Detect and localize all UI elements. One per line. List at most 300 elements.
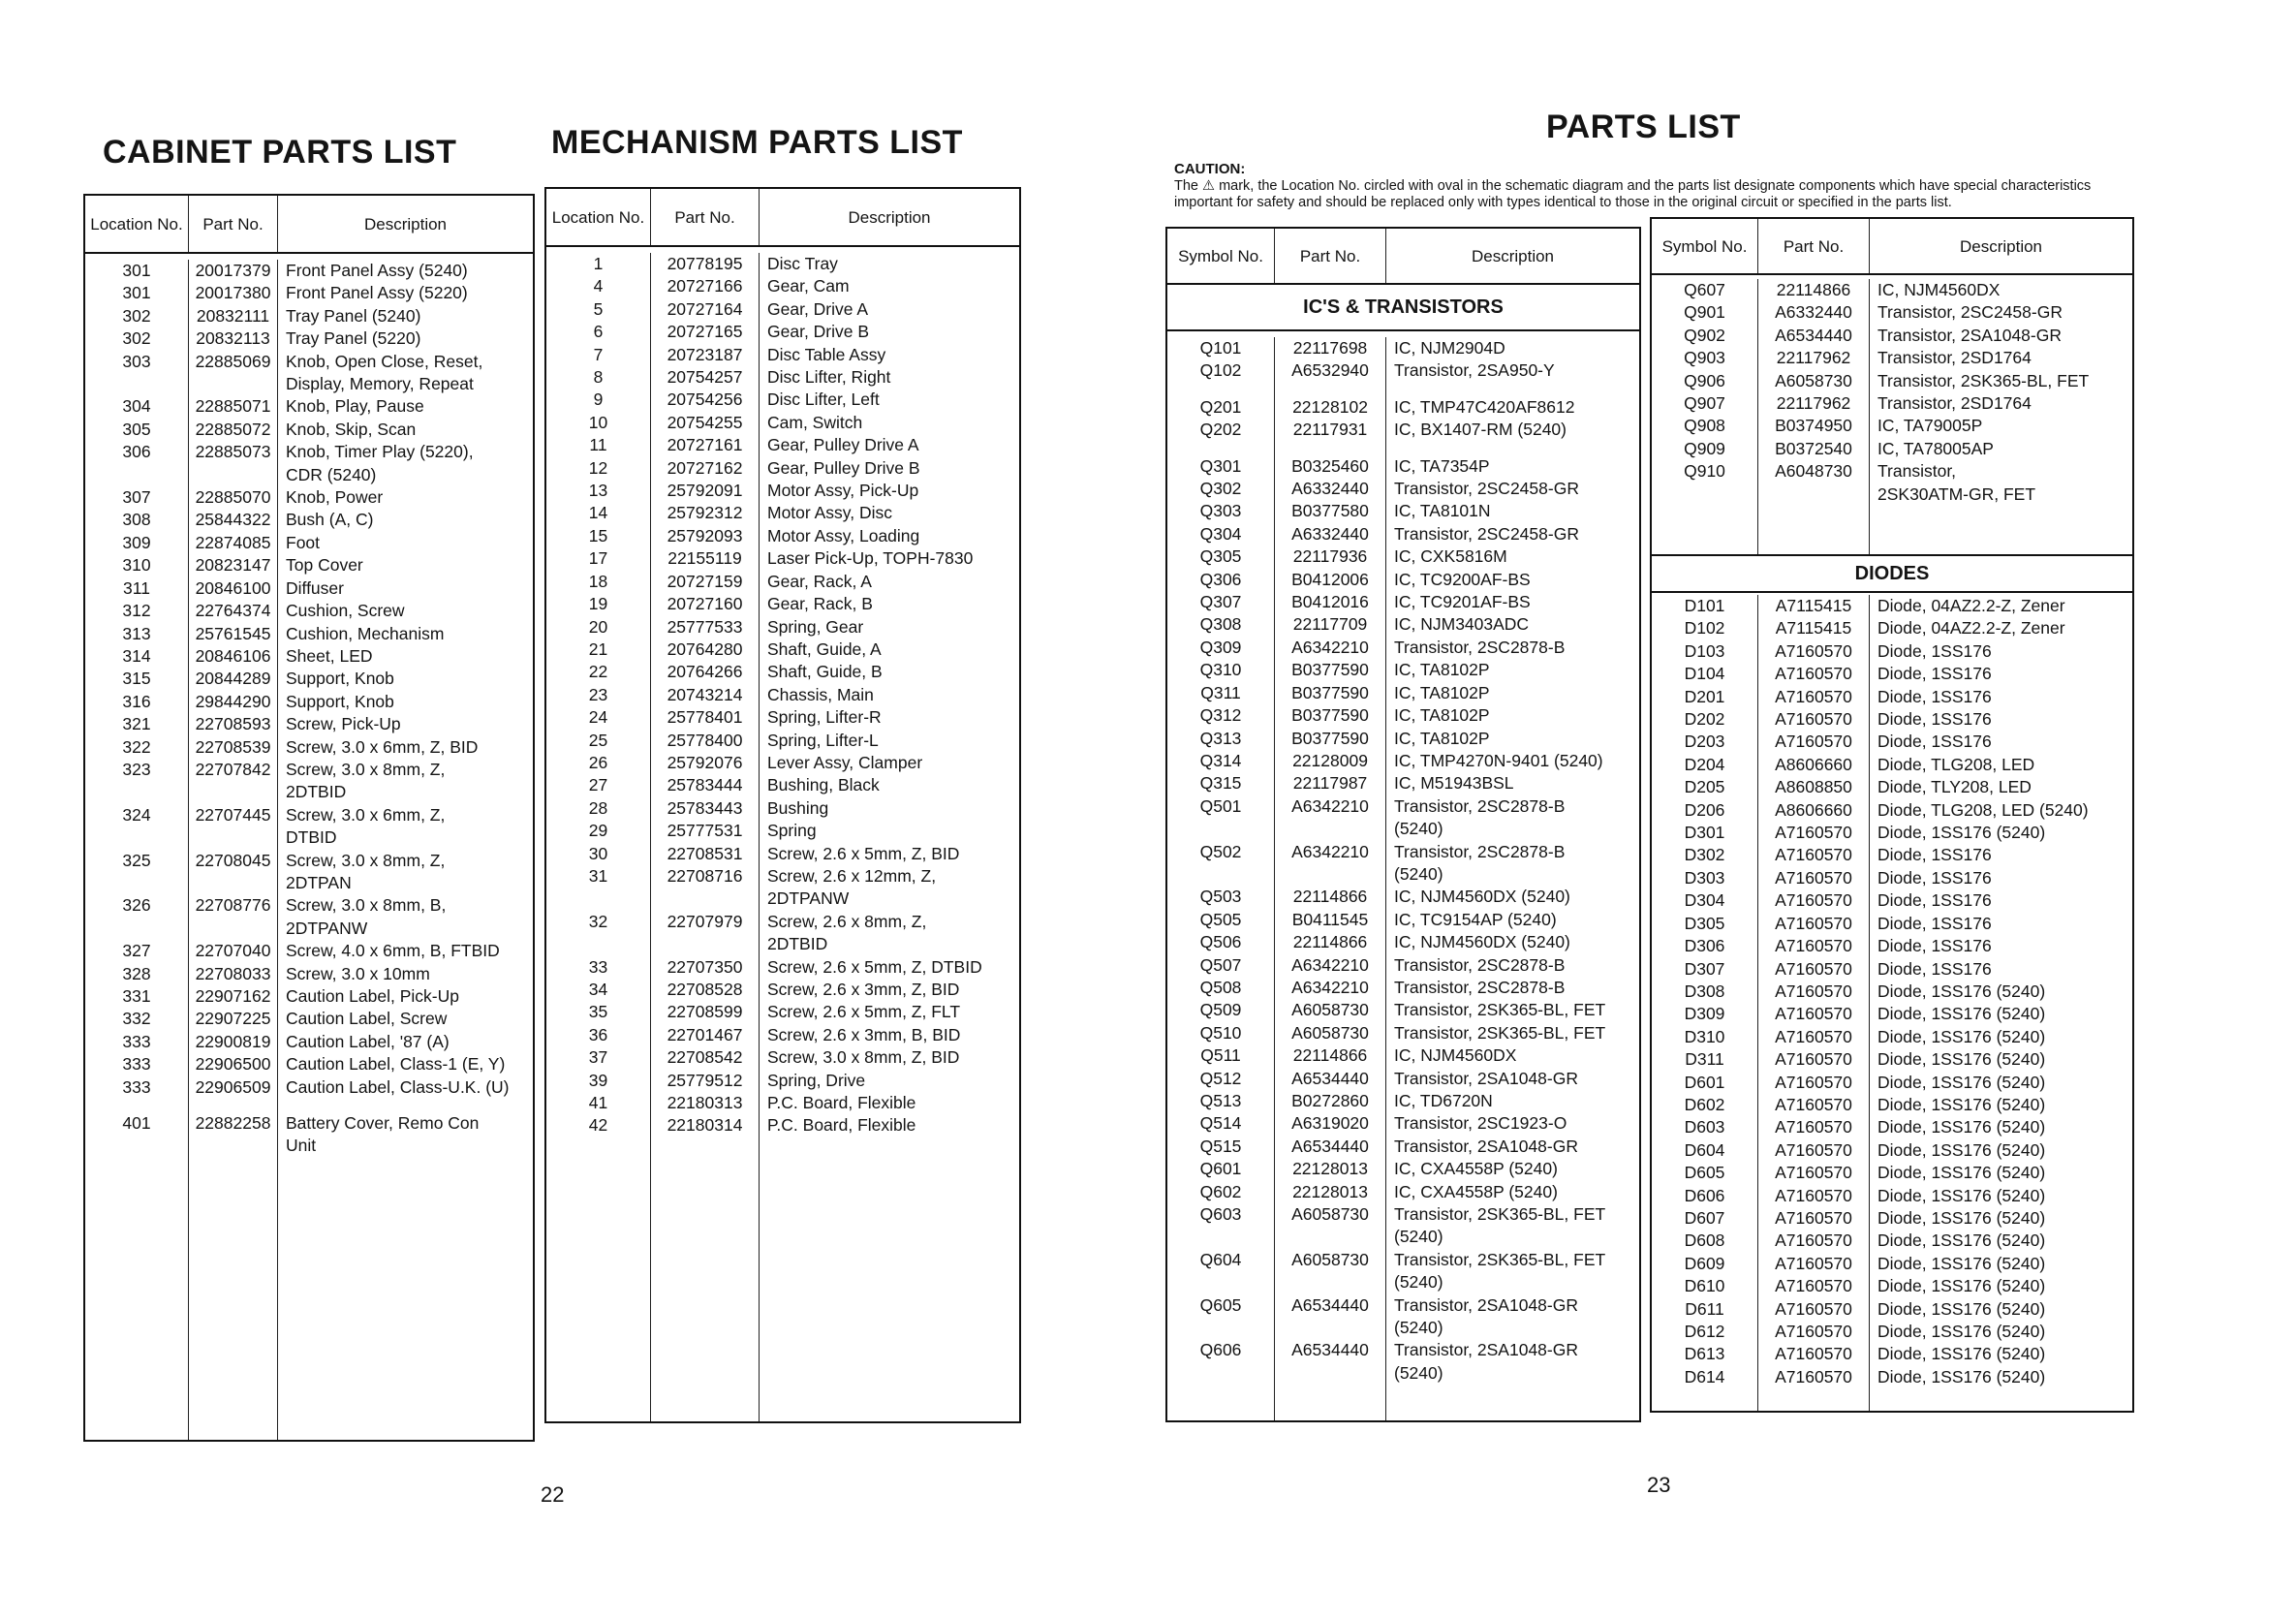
table-row [546, 525, 1019, 547]
column-header: Part No. [1274, 229, 1385, 283]
table-row [1652, 686, 2132, 708]
part-no: 22117931 [1274, 419, 1385, 441]
description [277, 1112, 533, 1158]
description [277, 554, 533, 576]
table-row [546, 321, 1019, 343]
table-row [1167, 591, 1639, 613]
description [1385, 1136, 1639, 1158]
description-line: Diode, 1SS176 (5240) [1877, 1049, 2046, 1070]
description-line: (5240) [1394, 1318, 1443, 1338]
location-no: D309 [1684, 1004, 1725, 1024]
description-line: Transistor, 2SK365-BL, FET [1394, 1000, 1606, 1020]
table-row [546, 979, 1019, 1001]
location-no: 314 [122, 645, 151, 666]
filler-cell [1167, 1385, 1274, 1420]
part-no: 20823147 [188, 554, 277, 576]
table-row [1652, 347, 2132, 369]
description-line: Diode, 1SS176 [1877, 936, 1992, 956]
location-no: Q302 [1199, 479, 1242, 499]
table-body [85, 254, 533, 1440]
description-line: Diode, 1SS176 (5240) [1877, 1185, 2046, 1205]
description [1385, 1339, 1639, 1385]
description [1869, 776, 2132, 798]
location-no: 8 [593, 367, 604, 388]
location-no: 302 [122, 305, 151, 326]
description-line: Gear, Rack, B [767, 594, 873, 614]
table-row [1167, 1090, 1639, 1112]
part-no: A7160570 [1757, 1116, 1869, 1138]
part-no: A6534440 [1274, 1294, 1385, 1340]
description-line: 2DTPANW [286, 918, 368, 938]
table-row [546, 865, 1019, 911]
description [1385, 977, 1639, 999]
table-row [1167, 999, 1639, 1021]
table-row [1167, 795, 1639, 841]
filler-cell [650, 1137, 759, 1421]
description-line: Unit [286, 1136, 317, 1156]
table-row [546, 1046, 1019, 1069]
description [1385, 455, 1639, 478]
description-line: Gear, Drive B [767, 322, 870, 342]
part-no: 22907225 [188, 1008, 277, 1030]
description-line: Cushion, Mechanism [286, 623, 445, 643]
description [1869, 617, 2132, 639]
description [759, 730, 1019, 752]
part-no: 20743214 [650, 684, 759, 706]
part-no: 22900819 [188, 1031, 277, 1053]
table-row [1652, 1116, 2132, 1138]
location-no: Q513 [1199, 1091, 1242, 1110]
location-no: 321 [122, 714, 151, 734]
location-no: Q514 [1199, 1113, 1242, 1134]
description [1869, 844, 2132, 866]
part-no: 22708539 [188, 736, 277, 759]
description [1869, 460, 2132, 506]
part-no: 22885073 [188, 441, 277, 486]
description [1385, 750, 1639, 772]
location-no: 305 [122, 419, 151, 439]
parts-list-title: PARTS LIST [1546, 109, 1741, 145]
location-no: Q510 [1199, 1022, 1242, 1043]
table-row [85, 736, 533, 759]
description-line: Transistor, 2SC1923-O [1394, 1113, 1567, 1134]
table-row [1167, 659, 1639, 681]
spacer-cell [1167, 383, 1274, 396]
description-line: Diode, 1SS176 (5240) [1877, 1298, 2046, 1319]
description [277, 577, 533, 600]
location-no: Q602 [1199, 1181, 1242, 1201]
description-line: Cushion, Screw [286, 601, 405, 621]
location-no: Q315 [1199, 773, 1242, 794]
location-no: 311 [123, 577, 150, 598]
part-no: 22885070 [188, 486, 277, 509]
location-no: 22 [588, 662, 608, 682]
table-row [1652, 754, 2132, 776]
description [1869, 1207, 2132, 1230]
description-line: Transistor, 2SA1048-GR [1394, 1294, 1578, 1315]
description-line: Diode, 04AZ2.2-Z, Zener [1877, 596, 2065, 615]
description-line: Support, Knob [286, 669, 394, 689]
location-no: 327 [122, 941, 151, 961]
spacer-cell [1167, 442, 1274, 455]
table-row [85, 985, 533, 1008]
description [759, 774, 1019, 796]
location-no: 326 [122, 895, 151, 916]
part-no: 22707350 [650, 956, 759, 979]
location-no: Q303 [1199, 501, 1242, 521]
spacer-cell [1385, 383, 1639, 396]
table-row [1167, 1022, 1639, 1044]
description-line: Transistor, 2SK365-BL, FET [1394, 1022, 1606, 1043]
part-no: A6342210 [1274, 954, 1385, 977]
description-line: Gear, Cam [767, 276, 850, 296]
table-row [1167, 1294, 1639, 1340]
table-row [1167, 359, 1639, 382]
location-no: 41 [588, 1093, 608, 1113]
part-no: 20727160 [650, 593, 759, 615]
location-no: Q304 [1199, 523, 1242, 544]
part-no: B0377590 [1274, 659, 1385, 681]
description-line: IC, NJM4560DX [1394, 1045, 1517, 1066]
location-no: 24 [588, 707, 608, 728]
location-no: Q502 [1199, 841, 1242, 861]
part-no: A7160570 [1757, 1253, 1869, 1275]
filler-cell [546, 1137, 650, 1421]
location-no: D614 [1684, 1366, 1725, 1386]
description-line: Disc Lifter, Left [767, 389, 880, 410]
description-line: Tray Panel (5220) [286, 328, 421, 349]
description [277, 600, 533, 622]
description [1869, 981, 2132, 1003]
description [1385, 795, 1639, 841]
table-row [1167, 977, 1639, 999]
table-row [85, 305, 533, 327]
table-row [1652, 370, 2132, 392]
part-no: 25778400 [650, 730, 759, 752]
description [277, 395, 533, 418]
description-line: Shaft, Guide, B [767, 662, 883, 682]
location-no: D605 [1684, 1163, 1725, 1183]
table-row [546, 593, 1019, 615]
description [1385, 999, 1639, 1021]
part-no: 20727159 [650, 571, 759, 593]
description-line: Cam, Switch [767, 412, 863, 432]
description [759, 434, 1019, 456]
table-row [1652, 822, 2132, 844]
description [1869, 913, 2132, 935]
description-line: Transistor, 2SC2458-GR [1877, 302, 2063, 323]
description [759, 525, 1019, 547]
description-line: Disc Table Assy [767, 344, 886, 364]
description-line: Transistor, 2SA1048-GR [1394, 1340, 1578, 1360]
location-no: D101 [1684, 596, 1725, 615]
part-no: 22114866 [1274, 931, 1385, 953]
table-row [1652, 1230, 2132, 1252]
table-row [85, 282, 533, 304]
part-no: 20764280 [650, 639, 759, 661]
description [1385, 772, 1639, 794]
table-row [1167, 841, 1639, 887]
table-row [1652, 1275, 2132, 1297]
location-no: Q512 [1199, 1068, 1242, 1088]
table-row [1652, 1207, 2132, 1230]
location-no: 26 [588, 752, 608, 772]
description-line: Screw, 3.0 x 8mm, Z, [286, 759, 446, 779]
description [759, 366, 1019, 389]
row-spacer [85, 1099, 533, 1112]
location-no: Q511 [1200, 1045, 1241, 1066]
location-no: Q311 [1200, 682, 1241, 702]
description [1385, 1158, 1639, 1180]
part-no: A8606660 [1757, 799, 1869, 822]
table-row [85, 804, 533, 850]
location-no: Q101 [1199, 338, 1242, 358]
spacer-cell [1274, 442, 1385, 455]
table-row [1652, 460, 2132, 506]
location-no: D306 [1684, 936, 1725, 956]
description [1869, 1253, 2132, 1275]
part-no: 22906509 [188, 1076, 277, 1099]
part-no: 25783443 [650, 797, 759, 820]
description-line: Diode, 1SS176 (5240) [1877, 1163, 2046, 1183]
table-row [85, 532, 533, 554]
description-line: 2SK30ATM-GR, FET [1877, 483, 2036, 504]
description [1869, 1230, 2132, 1252]
table-row [1652, 981, 2132, 1003]
description-line: CDR (5240) [286, 464, 377, 484]
table-row [1652, 1003, 2132, 1025]
description-line: Diode, 1SS176 (5240) [1877, 1117, 2046, 1137]
description [759, 1114, 1019, 1137]
column-header: Part No. [188, 196, 277, 252]
description-line: Laser Pick-Up, TOPH-7830 [767, 548, 974, 569]
table-row [546, 1024, 1019, 1046]
location-no: Q902 [1684, 325, 1725, 345]
part-no: 25777531 [650, 820, 759, 842]
description [1385, 886, 1639, 908]
description [759, 412, 1019, 434]
table-row [546, 389, 1019, 411]
description-line: Diode, 1SS176 (5240) [1877, 1207, 2046, 1228]
location-no: Q301 [1199, 455, 1242, 476]
location-no: Q312 [1199, 705, 1242, 726]
location-no: Q501 [1199, 795, 1242, 816]
table-row [85, 486, 533, 509]
filler-cell [1869, 506, 2132, 554]
description [759, 1070, 1019, 1092]
location-no: 25 [588, 730, 608, 750]
description-line: Screw, Pick-Up [286, 714, 401, 734]
description-line: Bushing [767, 797, 829, 818]
description [759, 480, 1019, 502]
table-row [85, 441, 533, 486]
part-no: A6342210 [1274, 637, 1385, 659]
description-line: Caution Label, Class-1 (E, Y) [286, 1054, 506, 1075]
location-no: Q901 [1684, 302, 1725, 323]
part-no: A6048730 [1757, 460, 1869, 506]
row-spacer [1167, 442, 1639, 455]
table-row [1167, 1068, 1639, 1090]
location-no: 15 [588, 525, 608, 545]
part-no: 20723187 [650, 344, 759, 366]
part-no: A7160570 [1757, 1094, 1869, 1116]
part-no: A7160570 [1757, 708, 1869, 731]
description [1869, 1162, 2132, 1184]
part-no: 25792091 [650, 480, 759, 502]
location-no: D609 [1684, 1253, 1725, 1273]
description-line: Support, Knob [286, 691, 394, 711]
table-row [1652, 1321, 2132, 1343]
part-no: A7160570 [1757, 1321, 1869, 1343]
location-no: 11 [589, 435, 607, 455]
description [1385, 1112, 1639, 1135]
location-no: 20 [588, 616, 608, 637]
table-row [1167, 1112, 1639, 1135]
table-row [85, 1112, 533, 1158]
part-no: A7115415 [1757, 595, 1869, 617]
part-no: B0377590 [1274, 682, 1385, 704]
column-header: Description [1869, 219, 2132, 273]
location-no: Q313 [1199, 728, 1242, 748]
description [1869, 1343, 2132, 1365]
part-no: 22117709 [1274, 613, 1385, 636]
mechanism-parts-table [544, 187, 1021, 1423]
description [1869, 1072, 2132, 1094]
table-row [85, 623, 533, 645]
location-no: 307 [122, 487, 151, 508]
description [759, 820, 1019, 842]
location-no: D303 [1684, 867, 1725, 888]
description-line: IC, CXA4558P (5240) [1394, 1159, 1558, 1179]
location-no: D601 [1684, 1072, 1725, 1092]
description [759, 547, 1019, 570]
part-no: 20764266 [650, 661, 759, 683]
description-line: Gear, Rack, A [767, 571, 872, 591]
table-row [546, 706, 1019, 729]
location-no: 316 [122, 691, 151, 711]
column-header: Symbol No. [1661, 236, 1748, 256]
location-no: 333 [122, 1031, 151, 1051]
location-no: D310 [1684, 1026, 1725, 1046]
description [1385, 954, 1639, 977]
location-no: D308 [1684, 981, 1725, 1001]
part-no: 22707979 [650, 911, 759, 956]
table-row [546, 684, 1019, 706]
column-header: Description [277, 196, 533, 252]
description-line: Transistor, 2SA1048-GR [1394, 1136, 1578, 1156]
location-no: Q906 [1684, 370, 1725, 390]
description [277, 441, 533, 486]
part-no: A6534440 [1274, 1068, 1385, 1090]
description-line: Screw, 3.0 x 8mm, Z, [286, 850, 446, 870]
filler-cell [1869, 1388, 2132, 1411]
description-line: IC, TA8102P [1394, 660, 1490, 680]
description-line: Spring, Drive [767, 1070, 866, 1090]
part-no: A7160570 [1757, 1185, 1869, 1207]
description [1869, 640, 2132, 663]
part-no: A7160570 [1757, 1298, 1869, 1321]
table-row [1652, 1253, 2132, 1275]
location-no: 313 [122, 623, 151, 643]
table-row [1652, 1162, 2132, 1184]
description-line: 2DTBID [286, 782, 347, 802]
table-row [1652, 438, 2132, 460]
part-no: 22708716 [650, 865, 759, 911]
table-row [1167, 886, 1639, 908]
location-no: Q909 [1684, 438, 1725, 458]
table-row [546, 1114, 1019, 1137]
description [277, 260, 533, 282]
description-line: Caution Label, Pick-Up [286, 986, 459, 1006]
location-no: 323 [122, 759, 151, 779]
table-row [1652, 1048, 2132, 1071]
description-line: (5240) [1394, 1362, 1443, 1383]
description-line: Diode, TLY208, LED [1877, 777, 2032, 797]
part-no: B0272860 [1274, 1090, 1385, 1112]
description-line: Transistor, 2SD1764 [1877, 393, 2032, 414]
location-no: 302 [122, 328, 151, 349]
page-number-right: 23 [1647, 1473, 1671, 1497]
part-no: A7115415 [1757, 617, 1869, 639]
description-line: Screw, 3.0 x 8mm, B, [286, 895, 447, 916]
description [277, 351, 533, 396]
location-no: 23 [588, 684, 608, 704]
description-line: Top Cover [286, 555, 363, 576]
part-no: 22708599 [650, 1001, 759, 1023]
table-row [1652, 1298, 2132, 1321]
description-line: Transistor, 2SC2878-B [1394, 841, 1566, 861]
description [759, 616, 1019, 639]
part-no: 25777533 [650, 616, 759, 639]
location-no: 36 [588, 1024, 608, 1044]
table-row [546, 253, 1019, 275]
part-no: 22907162 [188, 985, 277, 1008]
part-no: 20844289 [188, 668, 277, 690]
table-row [546, 547, 1019, 570]
description-line: Sheet, LED [286, 645, 373, 666]
description-line: IC, TA8102P [1394, 728, 1490, 748]
description-line: Battery Cover, Remo Con [286, 1113, 480, 1134]
table-row [546, 956, 1019, 979]
description [1869, 1185, 2132, 1207]
location-no: 33 [588, 956, 608, 977]
description-line: Tray Panel (5240) [286, 305, 421, 326]
table-row [1652, 844, 2132, 866]
part-no: A7160570 [1757, 686, 1869, 708]
part-no: 22180314 [650, 1114, 759, 1137]
part-no: 20754256 [650, 389, 759, 411]
description-line: Diode, 1SS176 (5240) [1877, 981, 2046, 1001]
table-row [546, 639, 1019, 661]
part-no: B0412006 [1274, 569, 1385, 591]
part-no: A7160570 [1757, 913, 1869, 935]
description-line: Transistor, 2SK365-BL, FET [1394, 1204, 1606, 1225]
description-line: IC, NJM4560DX [1877, 280, 2001, 299]
description-line: (5240) [1394, 1227, 1443, 1247]
table-row [1652, 731, 2132, 753]
part-no: A6534440 [1757, 325, 1869, 347]
spacer-cell [277, 1099, 533, 1112]
location-no: 325 [122, 850, 151, 870]
location-no: 4 [593, 276, 604, 296]
description [1869, 325, 2132, 347]
part-no: 20727165 [650, 321, 759, 343]
part-no: 22882258 [188, 1112, 277, 1158]
table-body-diodes [1652, 593, 2132, 1411]
description [277, 759, 533, 804]
description [1869, 1298, 2132, 1321]
description-line: 2DTPANW [767, 888, 850, 909]
